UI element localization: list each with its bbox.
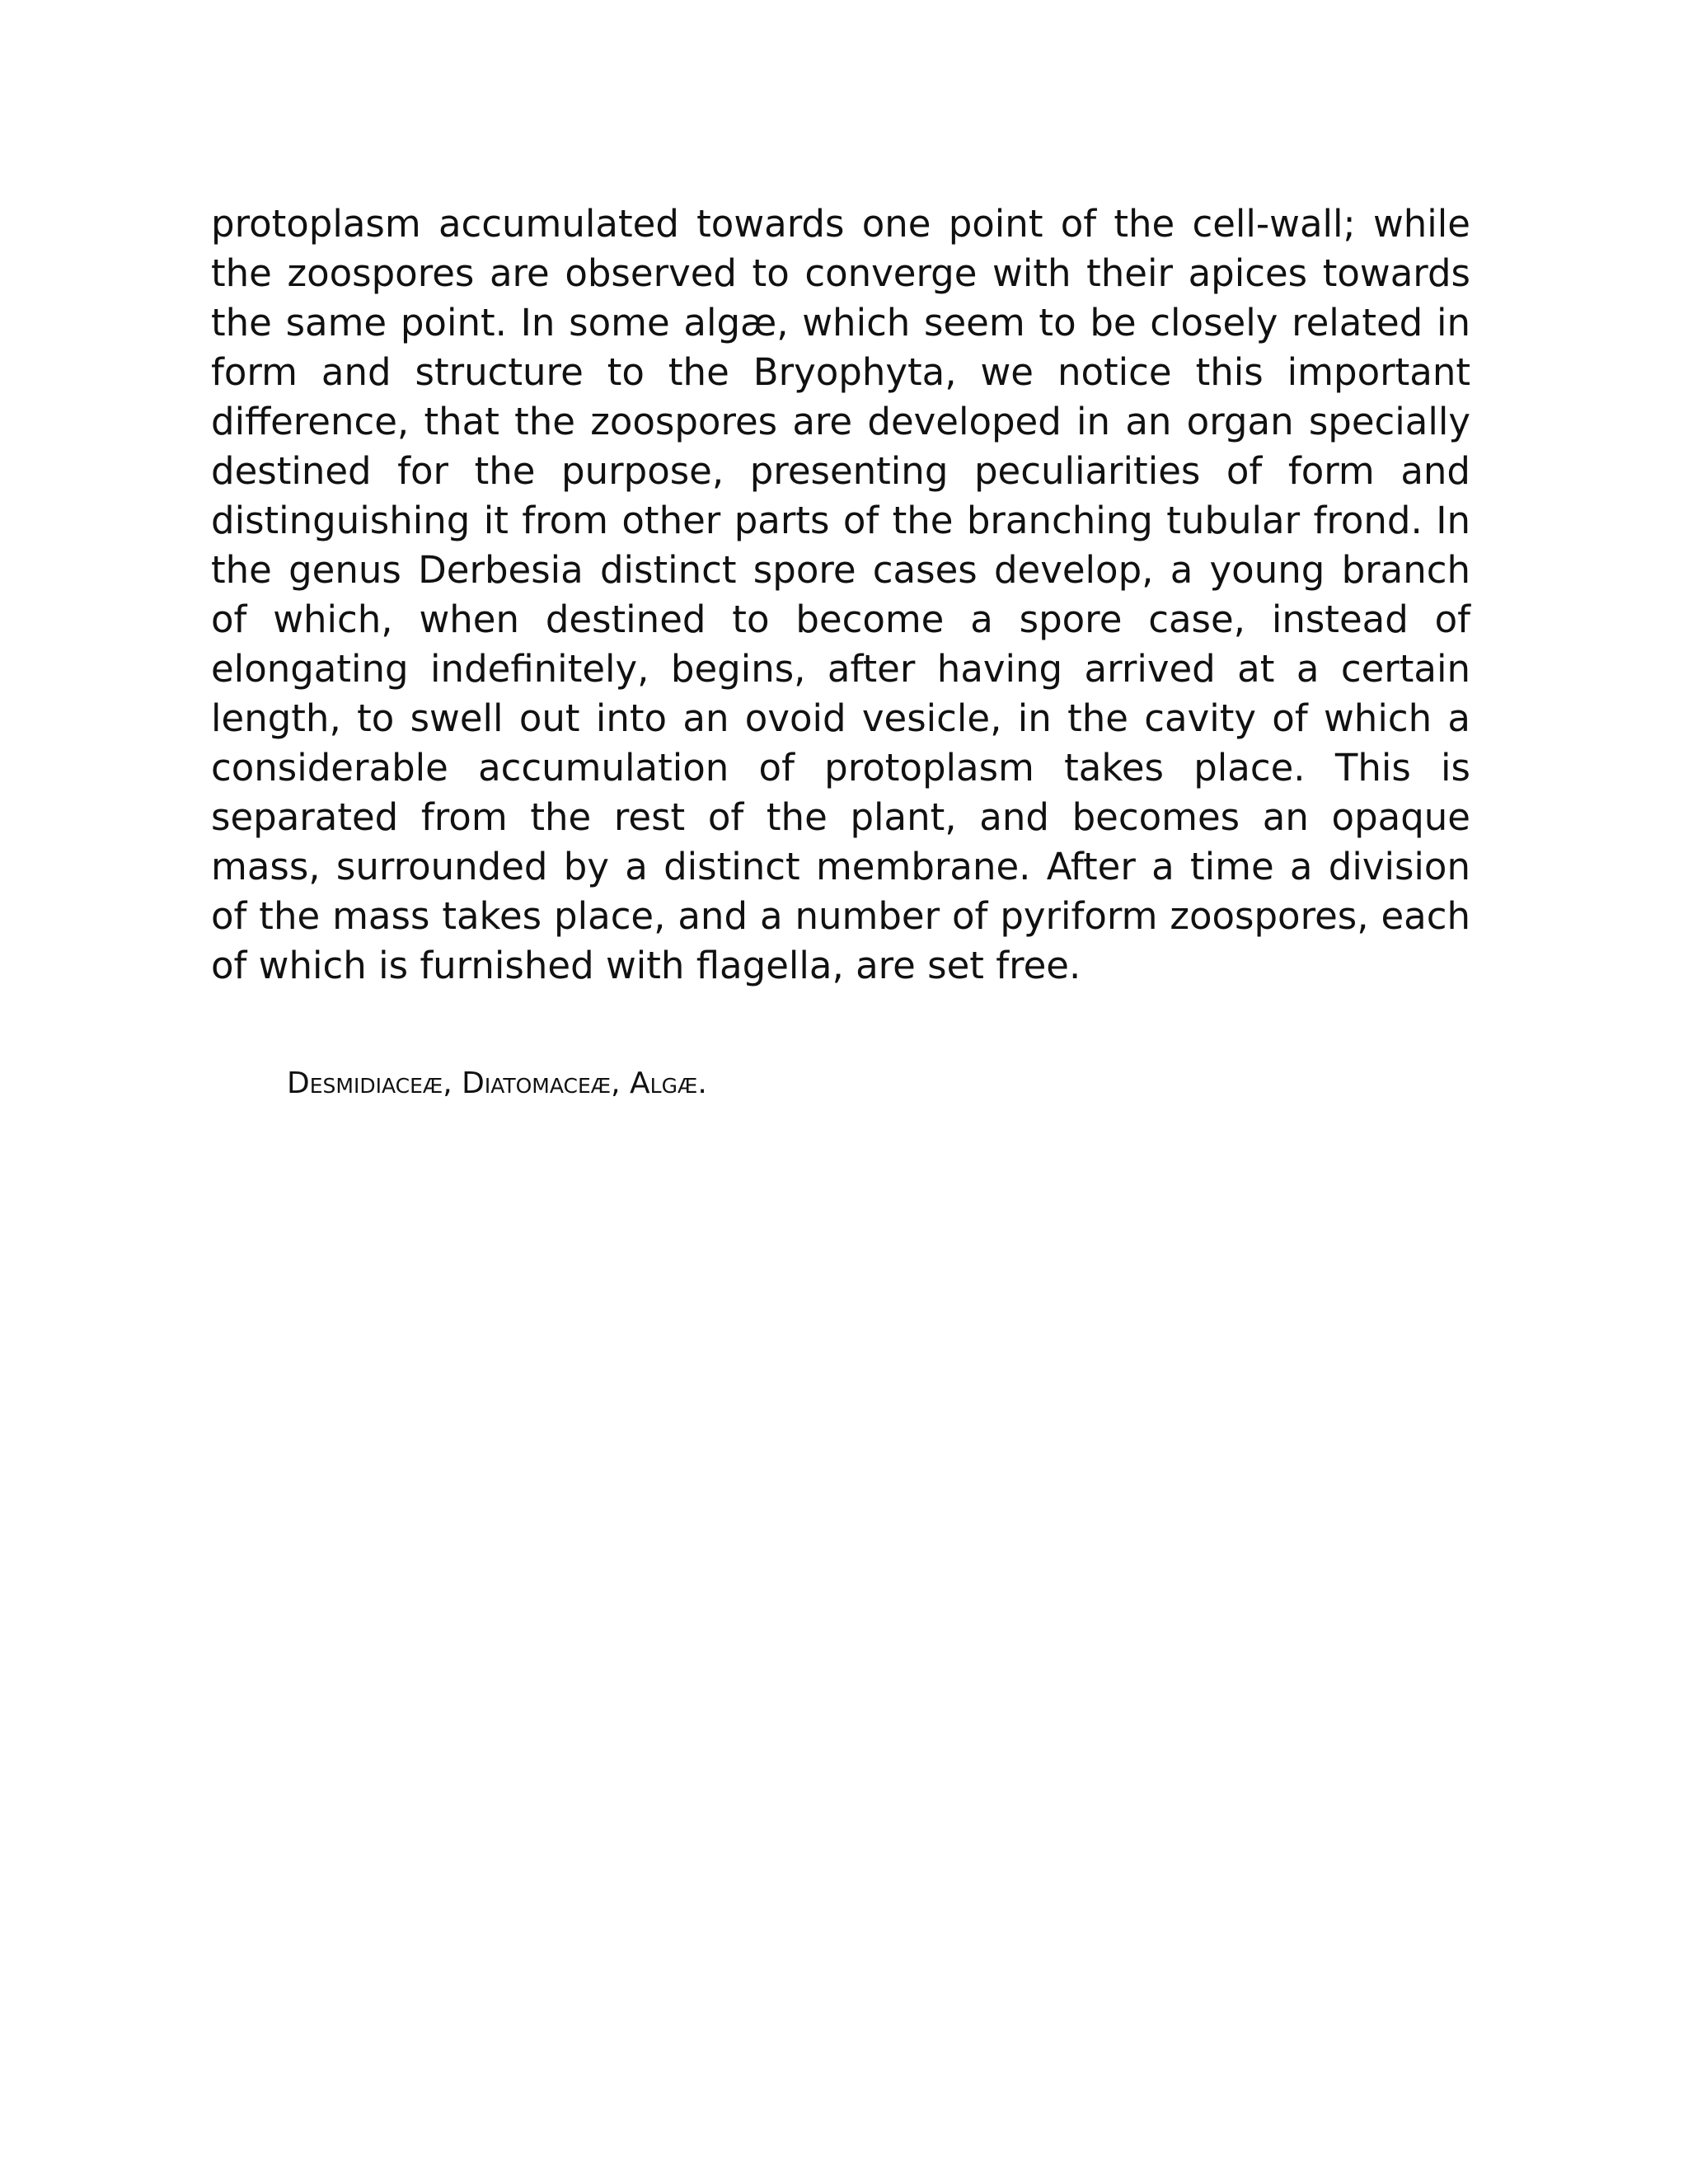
body-paragraph: protoplasm accumulated towards one point of the cell-wall; while the zoospores are observed to converge with their apices towards the same point. In some algæ, which seem to be closely related in form and structure to the Bryophyta, we notice this important difference, that the zoospores are developed in an organ specially destined for the purpose, presenting peculiarities of form and distinguishing it from other parts of the branching tubular frond. In the genus Derbesia distinct spore cases develop, a young branch of which, when destined to become a spore case, instead of elongating indefinitely, begins, after having arrived at a certain length, to swell out into an ovoid vesicle, in the cavity of which a considerable accumulation of protoplasm takes place. This is separated from the rest of the plant, and becomes an opaque mass, surrounded by a distinct membrane. After a time a division of the mass takes place, and a number of pyriform zoospores, each of which is furnished with flagella, are set free. bbox=[211, 202, 1470, 987]
section-heading: Desmidiaceæ, Diatomaceæ, Algæ. bbox=[287, 1066, 707, 1100]
